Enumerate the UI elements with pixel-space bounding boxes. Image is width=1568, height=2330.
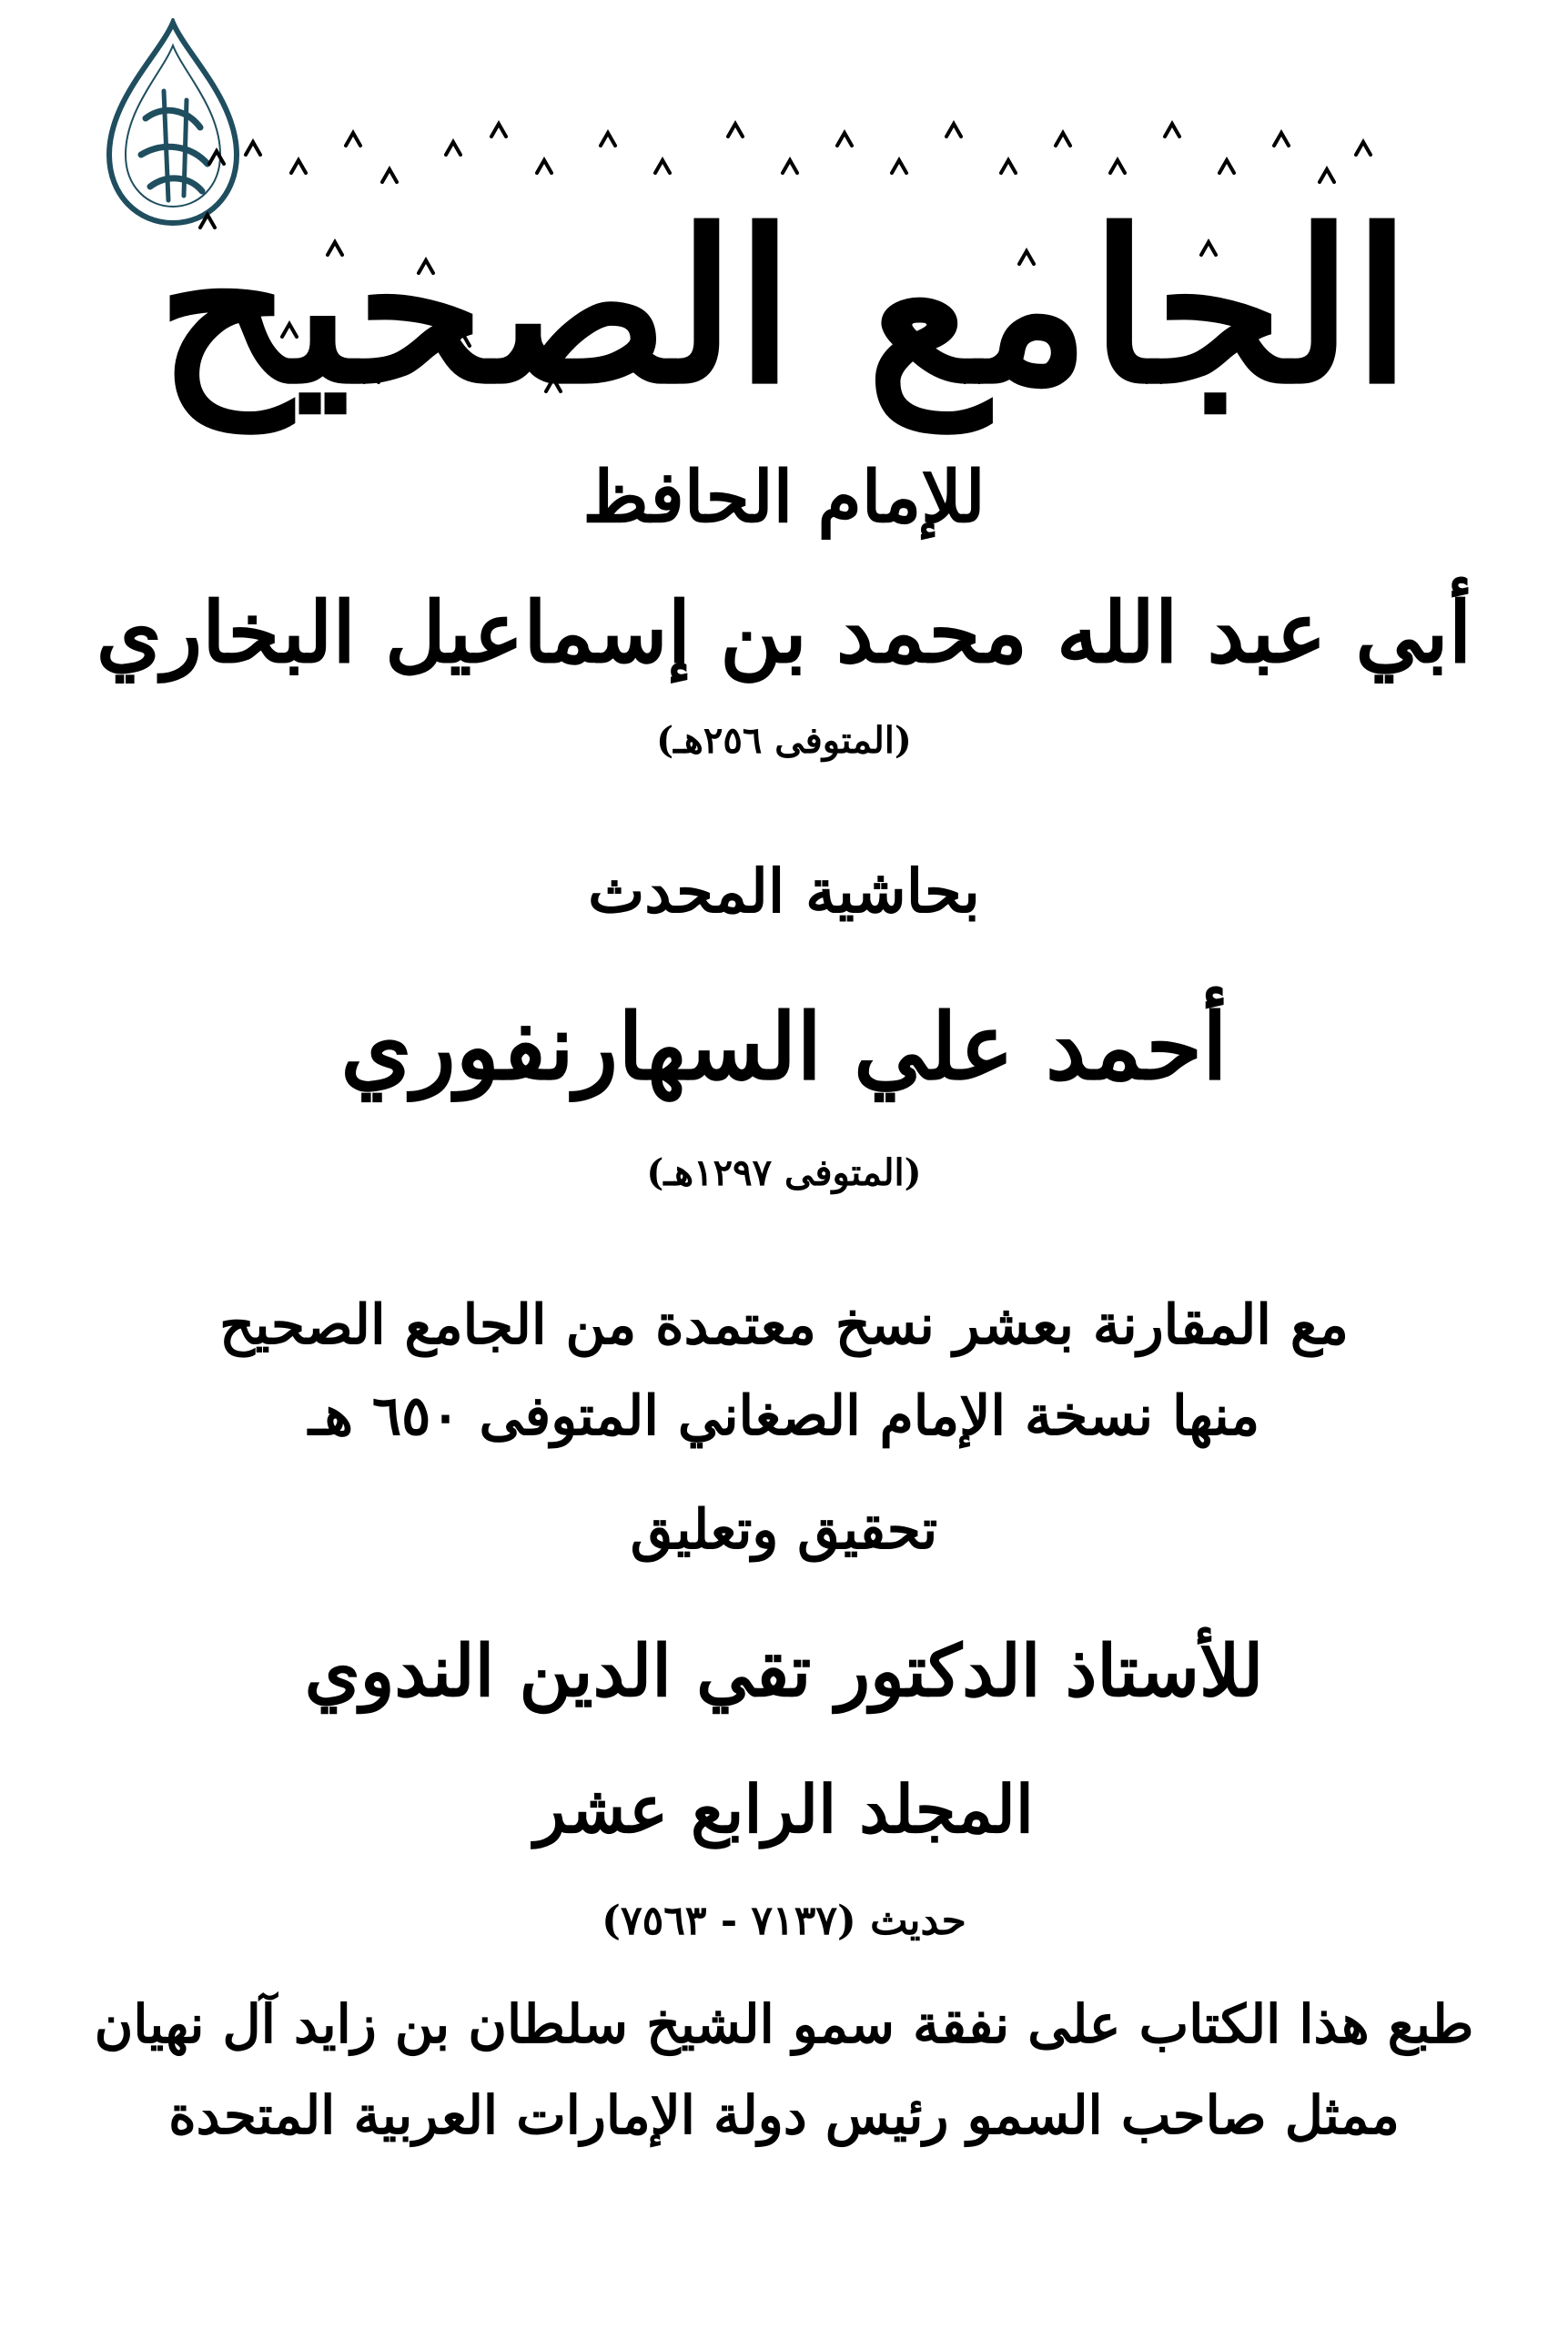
author-honorific: للإمام الحافظ <box>582 456 986 539</box>
volume-number: المجلد الرابع عشر <box>534 1770 1034 1848</box>
editing-label: تحقيق وتعليق <box>630 1498 938 1562</box>
sponsor-line-1: طبع هذا الكتاب على نفقة سمو الشيخ سلطان بن زايد آل نهيان <box>94 1993 1474 2055</box>
sponsor-line-2: ممثل صاحب السمو رئيس دولة الإمارات العربية المتحدة <box>168 2084 1400 2146</box>
commentary-label: بحاشية المحدث <box>588 856 980 927</box>
editor-name: للأستاذ الدكتور تقي الدين الندوي <box>304 1630 1264 1713</box>
hadith-range: حديث (٧١٣٧ - ٧٥٦٣) <box>602 1898 966 1944</box>
commentator-name: أحمد علي السهارنفوري <box>340 993 1228 1100</box>
author-death-date: (المتوفى ٢٥٦هـ) <box>656 719 912 762</box>
author-name: أبي عبد الله محمد بن إسماعيل البخاري <box>96 583 1472 682</box>
commentator-death-date: (المتوفى ١٢٩٧هـ) <box>646 1151 922 1194</box>
book-title: الجامع الصحيح <box>157 185 1411 431</box>
edition-description-line-2: منها نسخة الإمام الصغاني المتوفى ٦٥٠ هـ <box>308 1384 1260 1448</box>
edition-description-line-1: مع المقارنة بعشر نسخ معتمدة من الجامع الصحيح <box>219 1293 1349 1357</box>
